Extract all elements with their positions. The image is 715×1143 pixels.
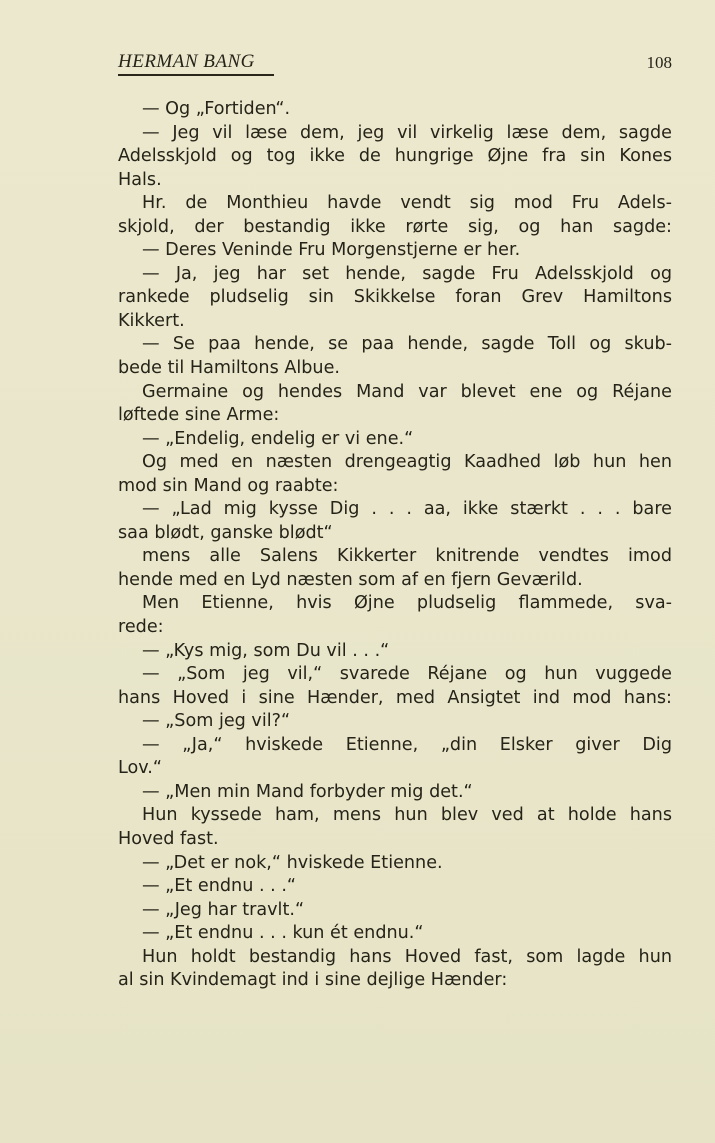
text-line: skjold, der bestandig ikke rørte sig, og han sagde:	[118, 216, 672, 237]
text-line: — Ja, jeg har set hende, sagde Fru Adelsskjold og	[142, 263, 672, 284]
text-line: mod sin Mand og raabte:	[118, 475, 339, 496]
text-line: saa blødt, ganske blødt“	[118, 522, 333, 543]
text-line: — „Det er nok,“ hviskede Etienne.	[142, 852, 443, 873]
text-line: Germaine og hendes Mand var blevet ene og Réjane	[142, 381, 672, 402]
text-line: Adelsskjold og tog ikke de hungrige Øjne fra sin Kones	[118, 146, 672, 167]
text-line: Hun kyssede ham, mens hun blev ved at holde hans	[142, 805, 672, 826]
text-line: Kikkert.	[118, 310, 185, 331]
text-line: — Jeg vil læse dem, jeg vil virkelig læse dem, sagde	[142, 122, 672, 143]
text-line: Og med en næsten drengeagtig Kaadhed løb hun hen	[142, 452, 672, 473]
text-line: — „Som jeg vil?“	[142, 711, 291, 732]
running-head-author: HERMAN BANG	[118, 51, 274, 76]
text-line: — „Lad mig kysse Dig . . . aa, ikke stærkt . . . bare	[142, 499, 672, 520]
text-line: Men Etienne, hvis Øjne pludselig flammede, sva-	[142, 593, 672, 614]
text-line: — „Kys mig, som Du vil . . .“	[142, 640, 390, 661]
text-line: — „Et endnu . . . kun ét endnu.“	[142, 923, 424, 944]
text-line: — „Et endnu . . .“	[142, 876, 297, 897]
text-line: Hoved fast.	[118, 828, 219, 849]
text-line: mens alle Salens Kikkerter knitrende vendtes imod	[142, 546, 672, 567]
text-line: hans Hoved i sine Hænder, med Ansigtet ind mod hans:	[118, 687, 672, 708]
text-line: løftede sine Arme:	[118, 405, 280, 426]
body-text	[118, 98, 672, 993]
text-line: — „Jeg har travlt.“	[142, 899, 305, 920]
text-line: — Deres Veninde Fru Morgenstjerne er her.	[142, 240, 521, 261]
text-line: — „Ja,“ hviskede Etienne, „din Elsker giver Dig	[142, 734, 672, 755]
text-line: hende med en Lyd næsten som af en fjern Geværild.	[118, 569, 583, 590]
text-line: — Og „Fortiden“.	[142, 99, 291, 119]
text-line: Lov.“	[118, 758, 163, 779]
text-line: — „Men min Mand forbyder mig det.“	[142, 781, 473, 802]
text-line: — Se paa hende, se paa hende, sagde Toll og skub-	[142, 334, 672, 355]
text-line: — „Som jeg vil,“ svarede Réjane og hun vuggede	[142, 664, 672, 685]
text-line: rankede pludselig sin Skikkelse foran Grev Hamiltons	[118, 287, 672, 308]
running-head	[118, 51, 672, 77]
text-line: Hr. de Monthieu havde vendt sig mod Fru Adels-	[142, 193, 672, 214]
text-line: Hun holdt bestandig hans Hoved fast, som lagde hun	[142, 946, 672, 967]
text-line: Hals.	[118, 169, 162, 190]
text-line: — „Endelig, endelig er vi ene.“	[142, 428, 414, 449]
text-line: rede:	[118, 617, 164, 638]
text-line: bede til Hamiltons Albue.	[118, 358, 341, 379]
page-number: 108	[646, 53, 672, 72]
text-line: al sin Kvindemagt ind i sine dejlige Hænder:	[118, 970, 508, 991]
